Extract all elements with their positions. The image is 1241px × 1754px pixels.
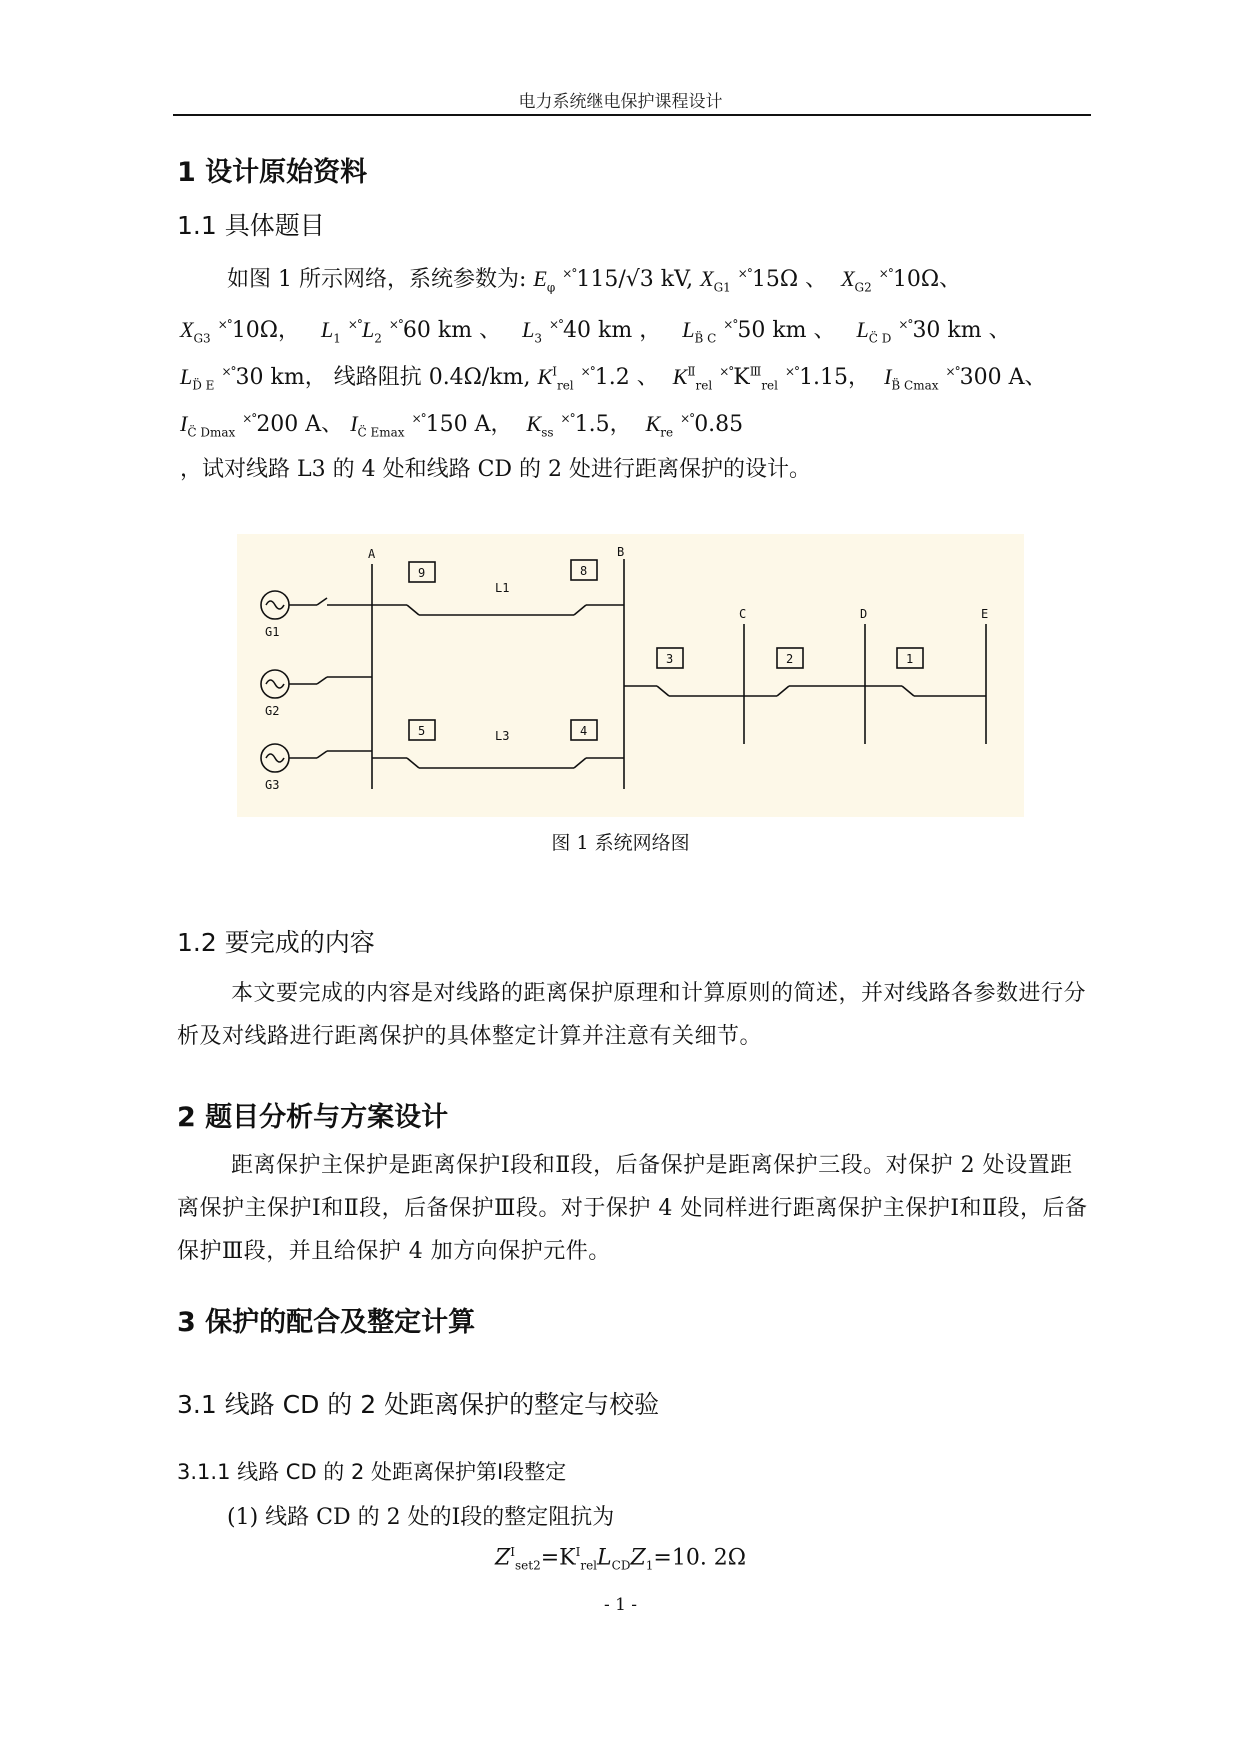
figure-background — [237, 534, 1024, 817]
intro-text: 如图 1 所示网络，系统参数为: — [227, 267, 527, 292]
param-L12: 60 km 、 — [402, 318, 502, 343]
param-line-5 — [180, 452, 1110, 483]
item-1-text: (1) 线路 CD 的 2 处的Ⅰ段的整定阻抗为 — [227, 1505, 615, 1530]
relay-label-2: 2 — [786, 652, 794, 666]
section-3-1-title: 3.1 线路 CD 的 2 处距离保护的整定与校验 — [177, 1390, 660, 1419]
gen-label-G3: G3 — [265, 778, 280, 792]
param-IBCmax: 300 A、 — [959, 365, 1047, 390]
gen-label-G1: G1 — [265, 625, 280, 639]
bus-label-A: A — [368, 547, 376, 561]
section-3-title: 3 保护的配合及整定计算 — [177, 1307, 476, 1338]
task-text: ，试对线路 L3 的 4 处和线路 CD 的 2 处进行距离保护的设计。 — [180, 457, 812, 482]
param-ICEmax: 150 A， — [425, 412, 513, 437]
section-1-1-title: 1.1 具体题目 — [177, 211, 325, 240]
relay-label-9: 9 — [418, 566, 426, 580]
param-line-4: $I_{C̈ Dmax}$ ×°200 A、 $I_{C̈ Emax}$ ×°150 A， $K_{ss}$ ×°1.5， $K_{re}$ ×°0.85 — [180, 411, 744, 440]
section-1-2-text: 本文要完成的内容是对线路的距离保护原理和计算原则的简述，并对线路各参数进行分析及对线路进行距离保护的具体整定计算并注意有关细节。 — [177, 981, 1087, 1049]
param-Kss: 1.5， — [574, 412, 632, 437]
section-3-1-1-title: 3.1.1 线路 CD 的 2 处距离保护第Ⅰ段整定 — [177, 1460, 567, 1484]
param-E: 115/√3 kV, — [576, 267, 694, 292]
line-label-L3: L3 — [495, 729, 510, 743]
param-XG3: 10Ω， — [231, 318, 300, 343]
relay-label-8: 8 — [580, 564, 588, 578]
bus-label-E: E — [981, 607, 989, 621]
relay-label-3: 3 — [666, 652, 674, 666]
param-LBC: 50 km 、 — [737, 318, 836, 343]
section-1-2-title: 1.2 要完成的内容 — [177, 928, 375, 957]
param-L3: 40 km ， — [563, 318, 662, 343]
param-KrelI: 1.2 、 — [594, 365, 659, 390]
figure-caption: 图 1 系统网络图 — [551, 832, 690, 854]
relay-label-4: 4 — [580, 724, 588, 738]
section-2-text: 距离保护主保护是距离保护Ⅰ段和Ⅱ段，后备保护是距离保护三段。对保护 2 处设置距离保护主保护Ⅰ和Ⅱ段，后备保护Ⅲ段。对于保护 4 处同样进行距离保护主保护Ⅰ和Ⅱ段，后备保护Ⅲ段，并且给保护 4 加方向保护元件。 — [177, 1153, 1088, 1264]
param-line-3: $L_{D̈ E}$ ×°30 km， 线路阻抗 0.4Ω/km, $K^I_{rel}$ ×°1.2 、 $K^Ⅱ_{rel}$ $^{\times^\circ}K^Ⅲ_{rel}$ ×°1.15， $I_{B̈ Cmax}$ ×°300 A、 — [180, 364, 1047, 393]
formula-result: =10. 2Ω — [653, 1545, 747, 1571]
param-ICDmax: 200 A、 — [256, 412, 344, 437]
formula-zset2: $Z^I_{set2}=K^I_{rel}L_{CD}Z_1=10$. 2Ω — [494, 1545, 747, 1573]
relay-label-1: 1 — [906, 652, 914, 666]
param-KrelII-III: 1.15， — [799, 365, 871, 390]
section-1-title: 1 设计原始资料 — [177, 157, 368, 188]
page-number: - 1 - — [603, 1595, 638, 1615]
bus-label-D: D — [860, 607, 868, 621]
param-line-1: 如图 1 所示网络，系统参数为: $E_\varphi$ ×°115/√3 kV, $X_{G1}$ ×°15Ω 、 $X_{G2}$ ×°10Ω、 — [227, 266, 962, 295]
system-network-diagram — [237, 534, 1024, 817]
param-Kre: 0.85 — [694, 412, 744, 437]
section-2-title: 2 题目分析与方案设计 — [177, 1102, 449, 1133]
line-label-L1: L1 — [495, 581, 510, 595]
param-XG1: 15Ω 、 — [751, 267, 828, 292]
bus-label-C: C — [739, 607, 747, 621]
param-line-impedance: 线路阻抗 0.4Ω/km, — [333, 365, 531, 390]
relay-label-5: 5 — [418, 724, 426, 738]
gen-label-G2: G2 — [265, 704, 280, 718]
running-header: 电力系统继电保护课程设计 — [518, 92, 723, 112]
param-LDE: 30 km， — [235, 365, 327, 390]
bus-label-B: B — [617, 545, 625, 559]
header-rule — [173, 114, 1091, 116]
param-line-2: $X_{G3}$ ×°10Ω， $L_1$ $^{\times^\circ}L_2$ ×°60 km 、 $L_3$ ×°40 km ， $L_{B̈ C}$ ×°50 km 、 $L_{C̈ D}$ ×°30 km 、 — [180, 317, 1011, 346]
param-XG2: 10Ω、 — [892, 267, 962, 292]
param-LCD: 30 km 、 — [912, 318, 1011, 343]
